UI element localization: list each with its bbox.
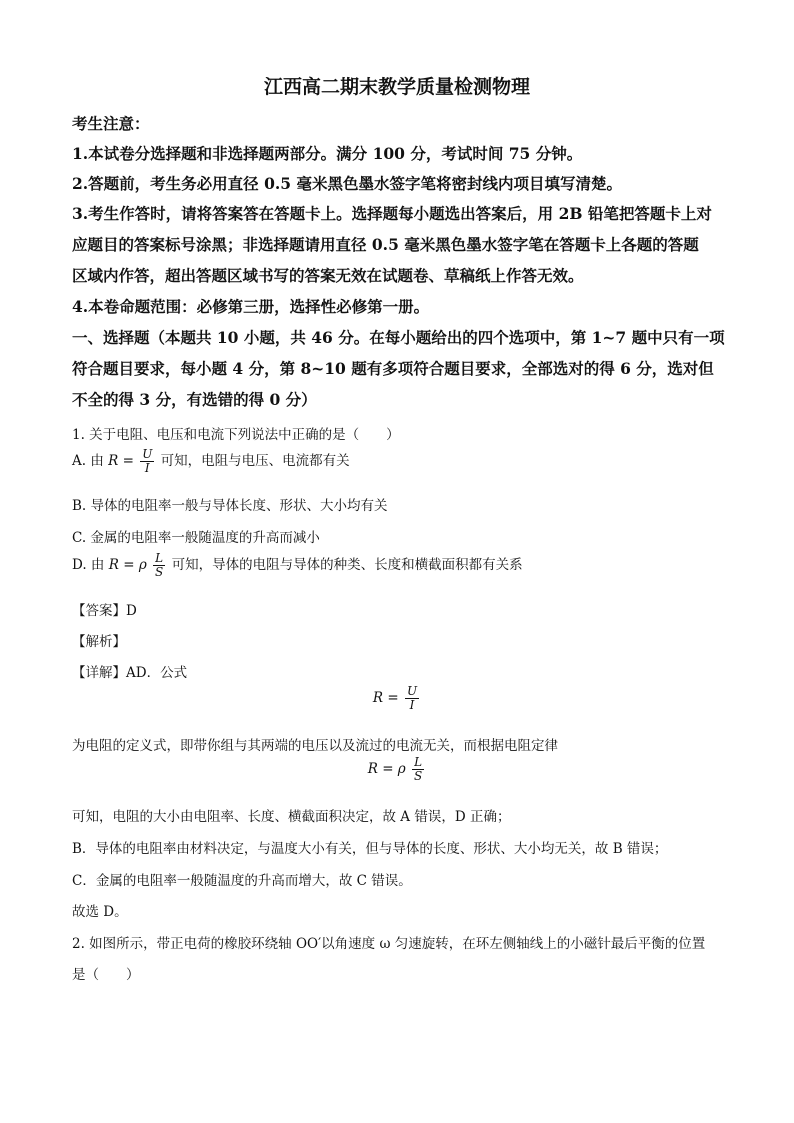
question-1-option-d bbox=[72, 552, 523, 579]
fraction-denominator: I bbox=[409, 698, 415, 712]
fraction-numerator: U bbox=[406, 684, 418, 698]
question-1-stem: 1. 关于电阻、电压和电流下列说法中正确的是（ ） bbox=[72, 427, 400, 443]
formula-equals: = bbox=[122, 453, 134, 469]
option-a-prefix: A. 由 bbox=[72, 453, 104, 469]
formula-rho: ρ bbox=[397, 761, 406, 777]
option-d-prefix: D. 由 bbox=[72, 557, 105, 573]
explanation-paragraph-1: 为电阻的定义式，即带你组与其两端的电压以及流过的电流无关，而根据电阻定律 bbox=[72, 738, 558, 754]
notice-heading: 考生注意： bbox=[72, 114, 150, 133]
section-header-line-1: 一、选择题（本题共 10 小题，共 46 分。在每小题给出的四个选项中，第 1~7 题中只有一项 bbox=[72, 328, 725, 347]
question-2-stem: 2. 如图所示，带正电荷的橡胶环绕轴 OO′以角速度 ω 匀速旋转，在环左侧轴线上的小磁针最后平衡的位置 bbox=[72, 936, 706, 952]
option-a-suffix: 可知，电阻与电压、电流都有关 bbox=[160, 453, 350, 469]
section-header-line-3: 不全的得 3 分，有选错的得 0 分） bbox=[72, 390, 317, 409]
fraction-denominator: S bbox=[155, 565, 164, 579]
fraction-numerator: L bbox=[412, 756, 424, 770]
question-1-option-b: B. 导体的电阻率一般与导体长度、形状、大小均有关 bbox=[72, 498, 388, 514]
formula-rho: ρ bbox=[138, 557, 147, 573]
notice-item-3-cont2: 区域内作答，超出答题区域书写的答案无效在试题卷、草稿纸上作答无效。 bbox=[72, 266, 584, 285]
formula-r: R bbox=[367, 761, 378, 777]
explanation-paragraph-4: C．金属的电阻率一般随温度的升高而增大，故 C 错误。 bbox=[72, 873, 412, 889]
formula-r: R bbox=[108, 557, 119, 573]
fraction-numerator: L bbox=[153, 552, 165, 566]
formula-equals: = bbox=[387, 690, 399, 706]
analysis-label: 【解析】 bbox=[72, 634, 126, 650]
question-1-option-c: C. 金属的电阻率一般随温度的升高而减小 bbox=[72, 530, 320, 546]
option-d-suffix: 可知，导体的电阻与导体的种类、长度和横截面积都有关系 bbox=[171, 557, 523, 573]
notice-item-1: 1.本试卷分选择题和非选择题两部分。满分 100 分，考试时间 75 分钟。 bbox=[72, 144, 583, 163]
fraction-denominator: S bbox=[414, 769, 423, 783]
formula-resistance-law bbox=[0, 756, 794, 783]
formula-r: R bbox=[108, 453, 119, 469]
answer-label: 【答案】D bbox=[72, 603, 137, 619]
formula-equals: = bbox=[123, 557, 135, 573]
fraction-denominator: I bbox=[144, 461, 150, 475]
detail-label: 【详解】AD．公式 bbox=[72, 665, 188, 681]
formula-equals: = bbox=[382, 761, 394, 777]
section-header-line-2: 符合题目要求，每小题 4 分，第 8~10 题有多项符合题目要求，全部选对的得 6 分，选对但 bbox=[72, 359, 714, 378]
formula-definition bbox=[0, 685, 794, 712]
explanation-paragraph-2: 可知，电阻的大小由电阻率、长度、横截面积决定，故 A 错误，D 正确； bbox=[72, 809, 511, 825]
explanation-paragraph-3: B．导体的电阻率由材料决定，与温度大小有关，但与导体的长度、形状、大小均无关，故 B 错误； bbox=[72, 841, 668, 857]
fraction-l-over-s bbox=[153, 552, 165, 579]
page-title: 江西高二期末教学质量检测物理 bbox=[263, 76, 530, 98]
question-1-option-a bbox=[72, 448, 350, 475]
fraction-u-over-i bbox=[140, 448, 154, 475]
notice-item-3: 3.考生作答时，请将答案答在答题卡上。选择题每小题选出答案后，用 2B 铅笔把答题卡上对 bbox=[72, 204, 712, 223]
fraction-l-over-s bbox=[412, 756, 424, 783]
notice-item-2: 2.答题前，考生务必用直径 0.5 毫米黑色墨水签字笔将密封线内项目填写清楚。 bbox=[72, 174, 622, 193]
notice-item-4: 4.本卷命题范围：必修第三册，选择性必修第一册。 bbox=[72, 297, 430, 316]
fraction-u-over-i bbox=[405, 685, 419, 712]
fraction-numerator: U bbox=[142, 447, 153, 461]
explanation-conclusion: 故选 D。 bbox=[72, 904, 128, 920]
formula-r: R bbox=[372, 690, 384, 706]
notice-item-3-cont: 应题目的答案标号涂黑；非选择题请用直径 0.5 毫米黑色墨水签字笔在答题卡上各题的答题 bbox=[72, 235, 699, 254]
question-2-stem-cont: 是（ ） bbox=[72, 967, 140, 983]
